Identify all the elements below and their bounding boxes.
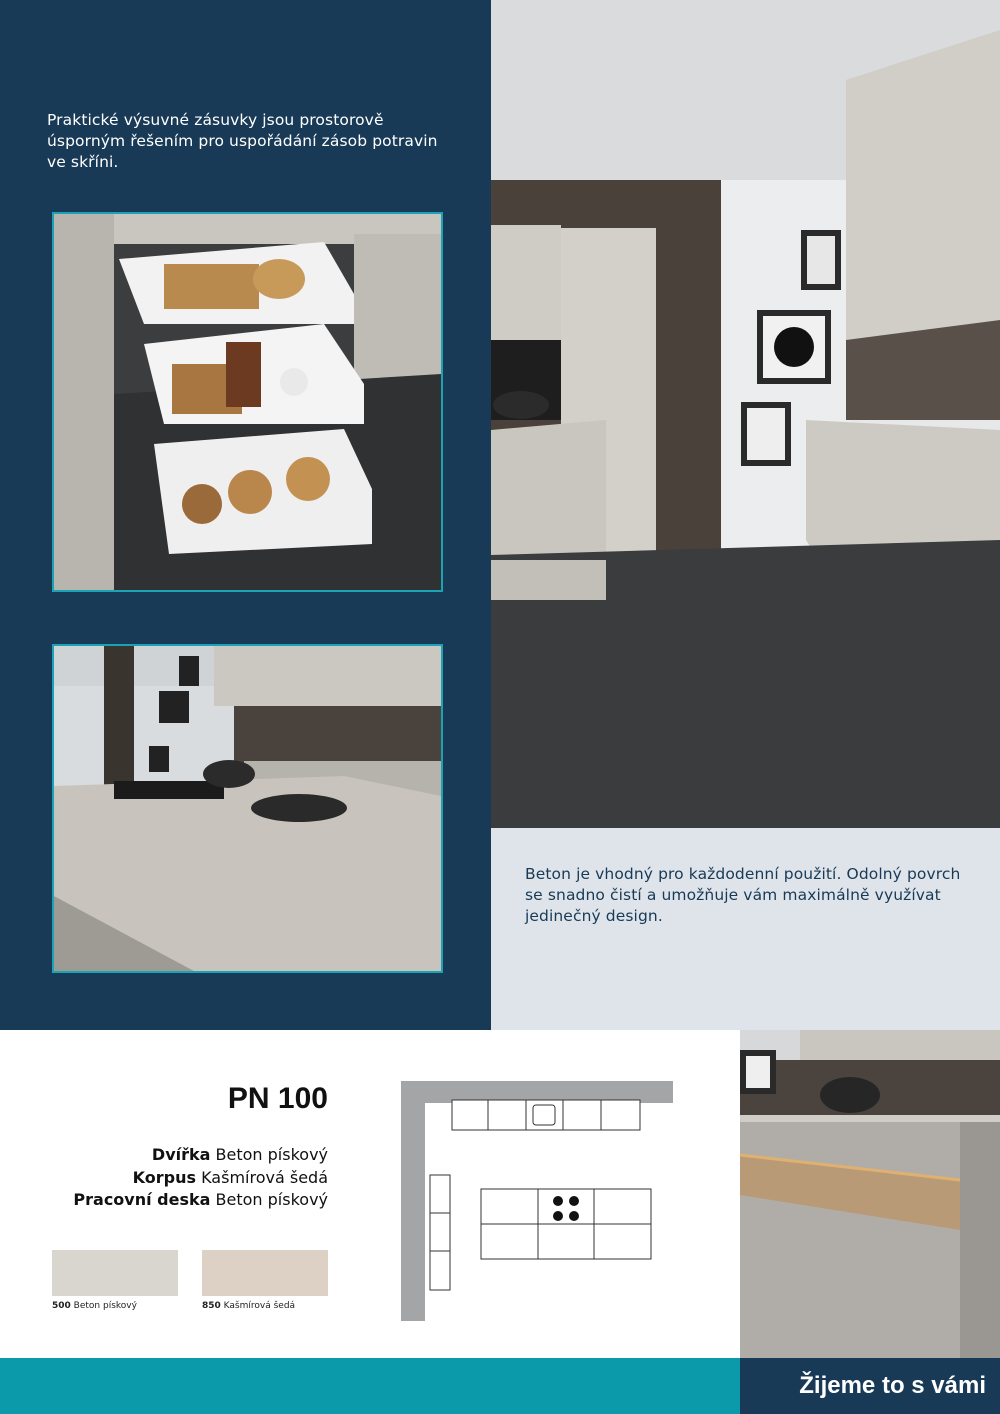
kitchen-floor-plan (395, 1075, 680, 1325)
worktop-detail-photo (740, 1030, 1000, 1358)
swatch-label: 500 Beton pískový (52, 1301, 137, 1311)
spec-doors (152, 1145, 328, 1164)
spec-carcass (133, 1168, 328, 1187)
swatch-beton-piskovy (52, 1250, 178, 1296)
drawers-photo (52, 212, 443, 592)
spec-label: Pracovní deska (73, 1190, 211, 1209)
spec-value: Kašmírová šedá (201, 1168, 328, 1187)
intro-text: Praktické výsuvné zásuvky jsou prostorově úsporným řešením pro uspořádání zásob potravin ve skříni. (47, 111, 438, 171)
spec-label: Korpus (132, 1168, 196, 1187)
model-name: PN 100 (227, 1082, 328, 1115)
island-photo (52, 644, 443, 973)
beton-description: Beton je vhodný pro každodenní použití. Odolný povrch se snadno čistí a umožňuje vám maximálně využívat jedinečný design. (525, 865, 961, 925)
slogan: Žijeme to s vámi (799, 1372, 986, 1399)
beton-text-panel (491, 828, 1000, 1030)
spec-value: Beton pískový (215, 1190, 328, 1209)
swatch-kasmirova-seda (202, 1250, 328, 1296)
spec-value: Beton pískový (215, 1145, 328, 1164)
kitchen-main-photo (491, 0, 1000, 828)
swatch-label: 850 Kašmírová šedá (202, 1301, 296, 1311)
spec-label: Dvířka (151, 1145, 211, 1164)
spec-worktop (73, 1190, 328, 1209)
